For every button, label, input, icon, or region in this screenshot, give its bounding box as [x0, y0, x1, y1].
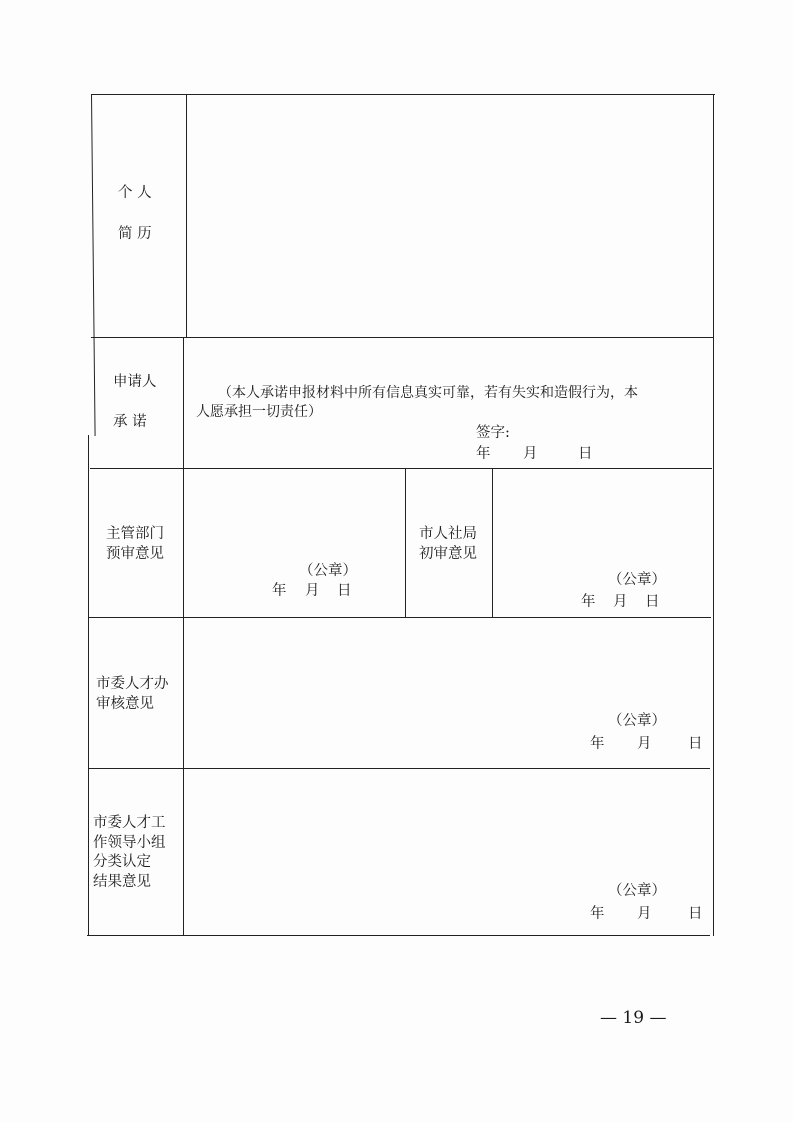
dept-review-seal: （公章）: [299, 563, 357, 579]
leading-group-seal: （公章）: [608, 883, 666, 899]
pledge-date-month: 月: [523, 446, 538, 462]
pledge-text-line2: 人愿承担一切责任）: [196, 404, 322, 420]
hr-bureau-date-month: 月: [613, 594, 628, 610]
table-border-right: [713, 94, 714, 936]
leading-group-label-line2: 作领导小组: [93, 835, 166, 851]
hr-bureau-date-day: 日: [645, 594, 660, 610]
leading-group-date-day: 日: [688, 906, 703, 922]
talent-office-label-line2: 审核意见: [96, 696, 154, 712]
table-border-left: [91, 94, 96, 436]
dept-review-label-line2: 预审意见: [106, 546, 164, 562]
resume-label-line1: 个 人: [118, 185, 152, 201]
leading-group-date-month: 月: [637, 906, 652, 922]
table-border-left-lower: [88, 435, 89, 936]
hr-bureau-date-year: 年: [581, 594, 596, 610]
talent-office-date-day: 日: [688, 736, 703, 752]
label-column-divider-lower: [183, 337, 184, 936]
pledge-date-day: 日: [578, 446, 593, 462]
review-column-divider-b: [492, 468, 493, 618]
label-column-divider-upper: [186, 94, 187, 337]
talent-office-date-year: 年: [590, 736, 605, 752]
hr-bureau-seal: （公章）: [608, 572, 666, 588]
dept-review-date-day: 日: [337, 583, 352, 599]
dept-review-date-month: 月: [305, 583, 320, 599]
leading-group-label-line4: 结果意见: [93, 874, 151, 890]
pledge-text-line1: （本人承诺申报材料中所有信息真实可靠，若有失实和造假行为，本: [218, 385, 638, 401]
resume-label-line2: 简 历: [118, 226, 152, 242]
row-divider-talent-office: [88, 768, 710, 769]
pledge-label-line1: 申请人: [113, 374, 157, 390]
hr-bureau-label-line1: 市人社局: [419, 526, 477, 542]
talent-office-seal: （公章）: [608, 713, 666, 729]
signature-label: 签字:: [476, 425, 510, 441]
hr-bureau-label-line2: 初审意见: [419, 546, 477, 562]
review-column-divider-a: [405, 468, 406, 618]
table-border-bottom: [87, 935, 710, 936]
talent-office-label-line1: 市委人才办: [96, 676, 169, 692]
talent-office-date-month: 月: [637, 736, 652, 752]
dept-review-date-year: 年: [272, 583, 287, 599]
pledge-date-year: 年: [476, 446, 491, 462]
page-number: — 19 —: [600, 1008, 667, 1028]
dept-review-label-line1: 主管部门: [106, 526, 164, 542]
leading-group-label-line3: 分类认定: [93, 854, 151, 870]
pledge-label-line2: 承 诺: [113, 414, 147, 430]
leading-group-label-line1: 市委人才工: [93, 815, 166, 831]
leading-group-date-year: 年: [590, 906, 605, 922]
